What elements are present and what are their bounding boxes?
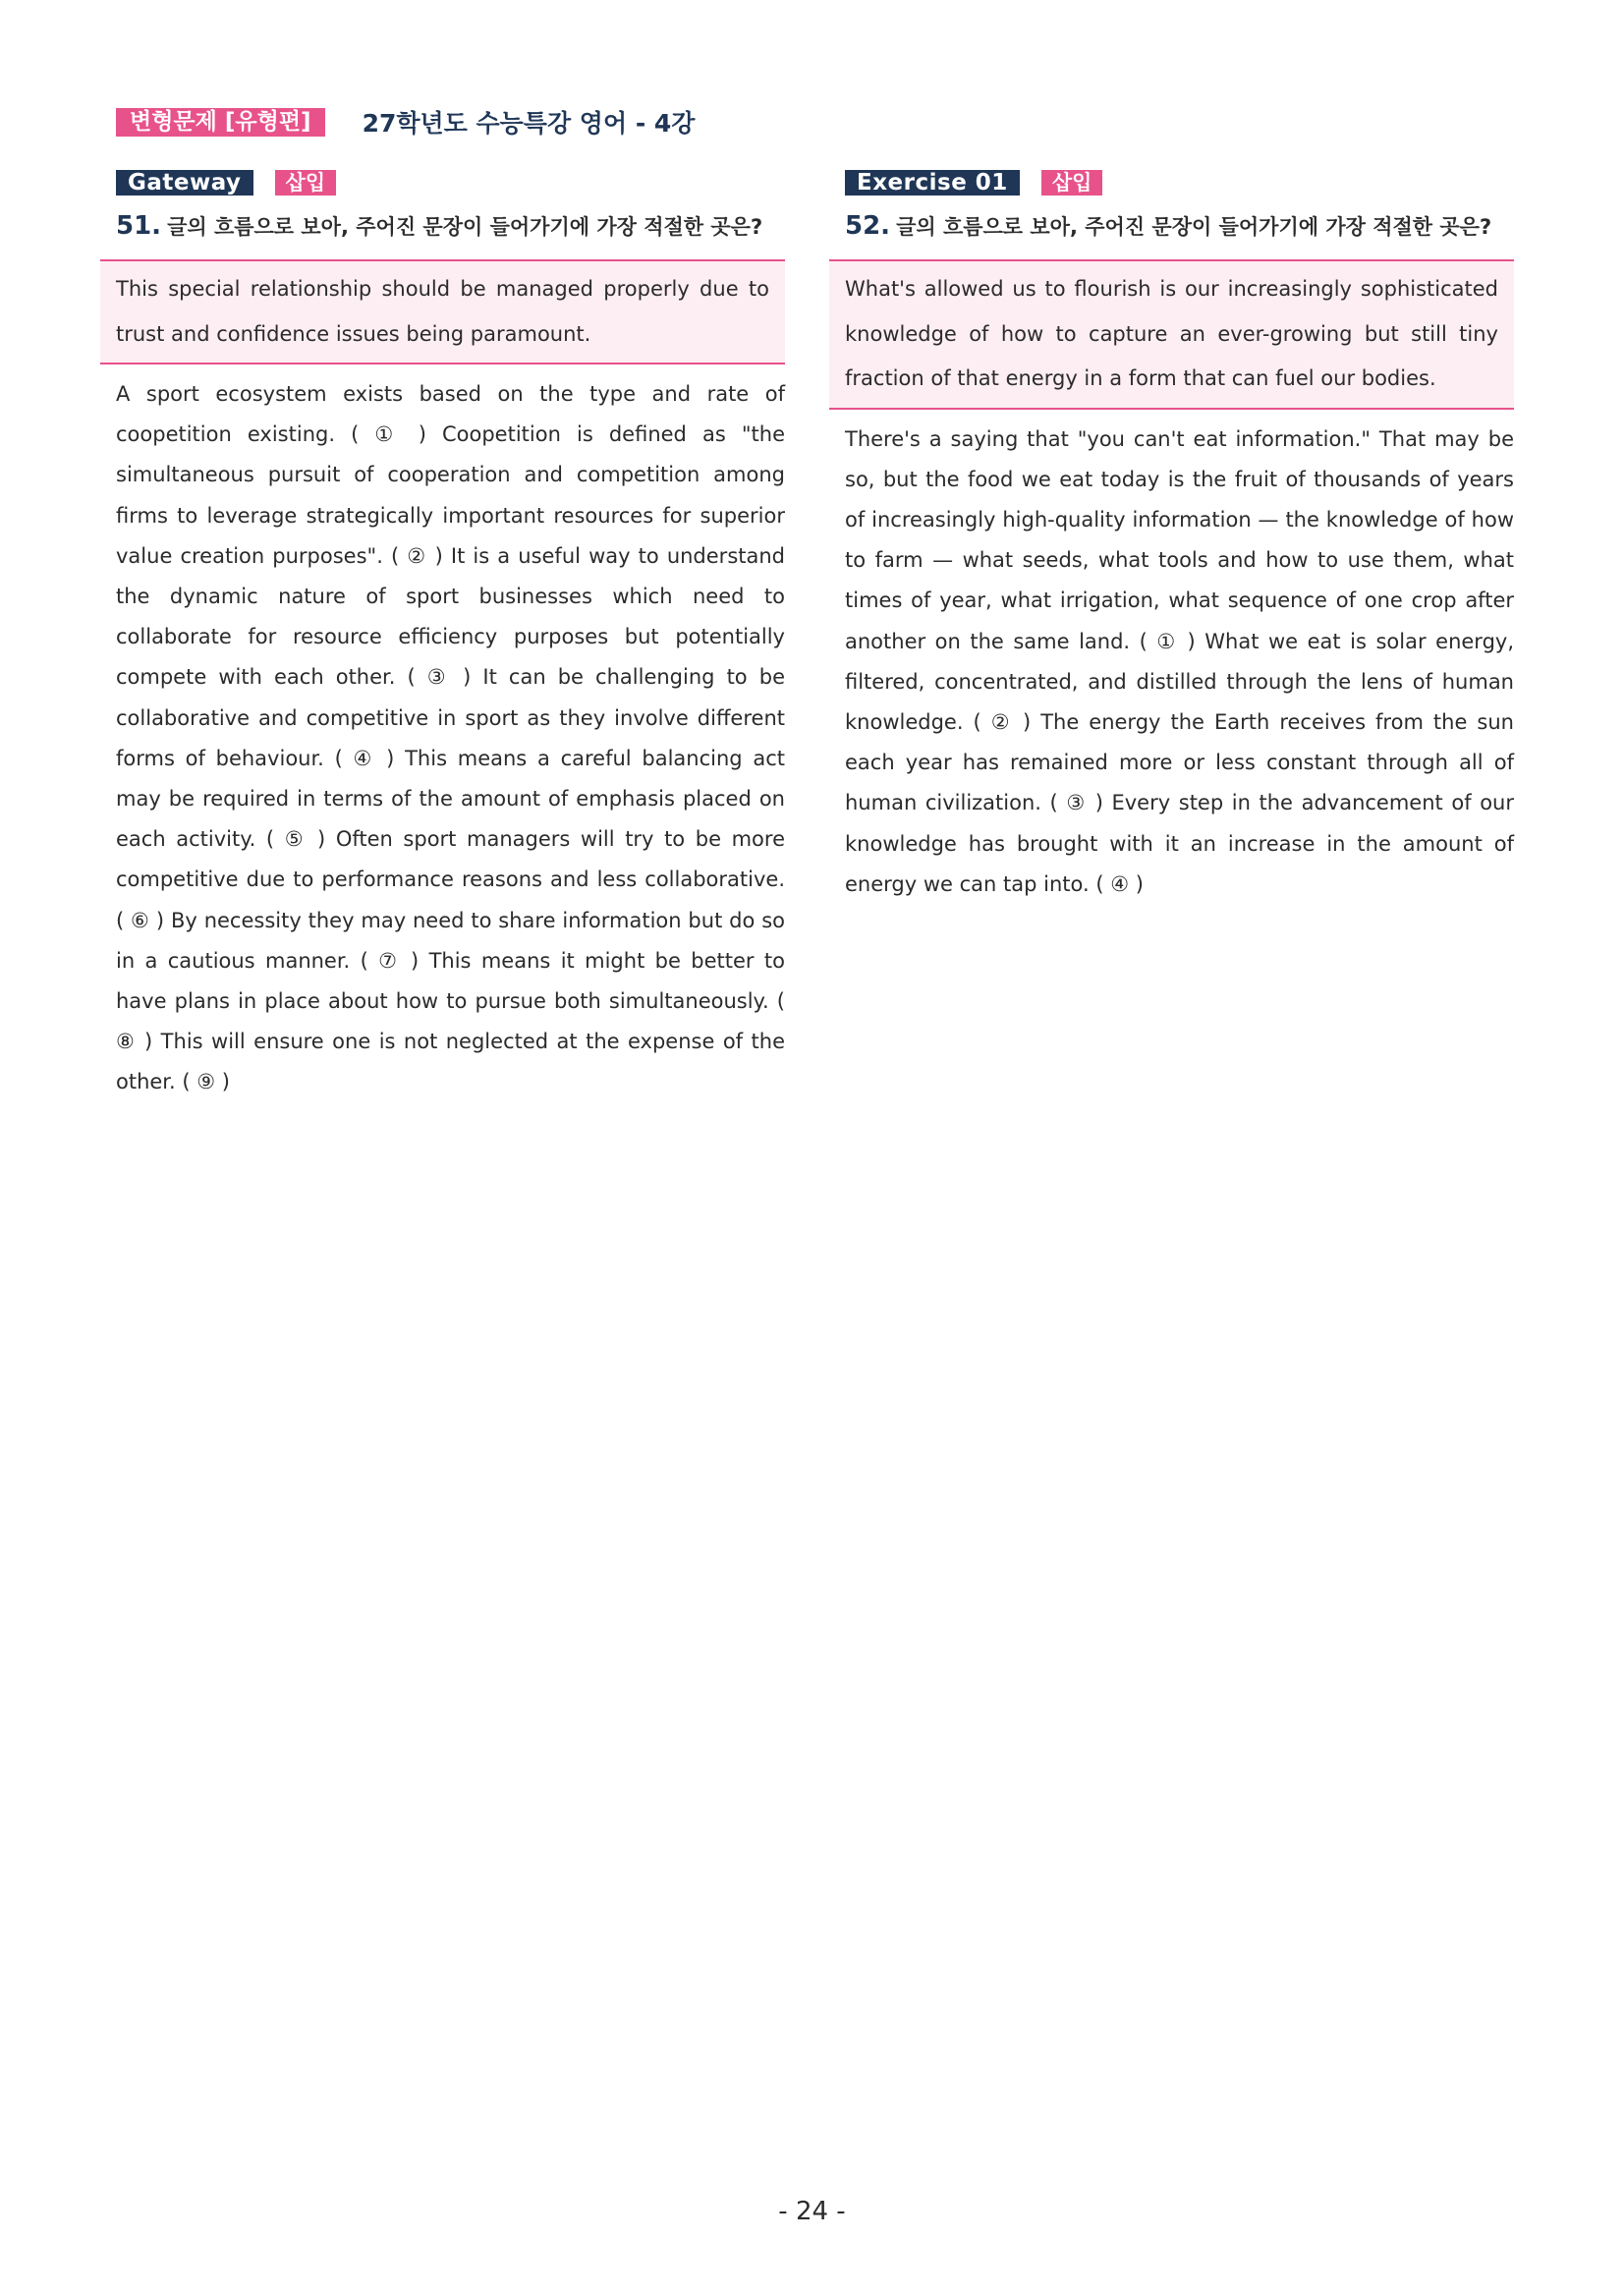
passage-text: There's a saying that "you can't eat information." That may be so, but the food we eat today is the fruit of thousands of years of increasingly high-quality information — the knowledge of how to farm — what seeds, what tools and how to use them, what times of year, what irrigation, what sequence of one crop after another on the same land. ( ① ) What we eat is solar energy, filtered, concentrated, and distilled through the lens of human knowledge. ( ② ) The energy the Earth receives from the sun each year has remained more or less constant through all of human civilization. ( ③ ) Every step in the advancement of our knowledge has brought with it an increase in the amount of energy we can tap into. ( ④ ) [845,426,1514,896]
type-tag: 삽입 [275,170,337,196]
question-number: 51. [116,211,162,241]
passage [845,420,1514,905]
question-52-column [845,169,1530,905]
passage-text: A sport ecosystem exists based on the type and rate of coopetition existing. ( ① ) Coopetition is defined as "the simultaneous pursuit of cooperation and competition among firms to leverage strategically important resources for superior value creation purposes". ( ② ) It is a useful way to understand the dynamic nature of sport businesses which need to collaborate for resource efficiency purposes but potentially compete with each other. ( ③ ) It can be challenging to be collaborative and competitive in sport as they involve different forms of behaviour. ( ④ ) This means a careful balancing act may be required in terms of the amount of emphasis placed on each activity. ( ⑤ ) Often sport managers will try to be more competitive due to performance reasons and less collaborative. ( ⑥ ) By necessity they may need to share information but do so in a cautious manner. ( ⑦ ) This means it might be better to have plans in place about how to pursue both simultaneously. ( ⑧ ) This will ensure one is not neglected at the expense of the other. ( ⑨ ) [116,382,785,1094]
source-tag: Exercise 01 [845,170,1020,196]
page-number: - 24 - [778,2197,846,2226]
question-text: 글의 흐름으로 보아, 주어진 문장이 들어가기에 가장 적절한 곳은? [167,215,763,239]
type-tag: 삽입 [1041,170,1103,196]
given-sentence: This special relationship should be managed properly due to trust and confidence issues being paramount. [116,277,769,346]
question-text: 글의 흐름으로 보아, 주어진 문장이 들어가기에 가장 적절한 곳은? [896,215,1492,239]
given-sentence: What's allowed us to flourish is our increasingly sophisticated knowledge of how to capture an ever-growing but still tiny fraction of that energy in a form that can fuel our bodies. [845,277,1498,390]
page-title: 27학년도 수능특강 영어 - 4강 [362,109,696,138]
question-prompt [845,208,1530,246]
question-51-column [116,169,801,1103]
question-number: 52. [845,211,891,241]
page-header [116,106,695,138]
given-sentence-box [100,259,785,364]
series-badge: 변형문제 [유형편] [116,108,325,137]
question-prompt [116,208,801,246]
question-tags [845,169,1530,196]
given-sentence-box [829,259,1514,410]
question-tags [116,169,801,196]
passage [116,374,785,1103]
source-tag: Gateway [116,170,253,196]
